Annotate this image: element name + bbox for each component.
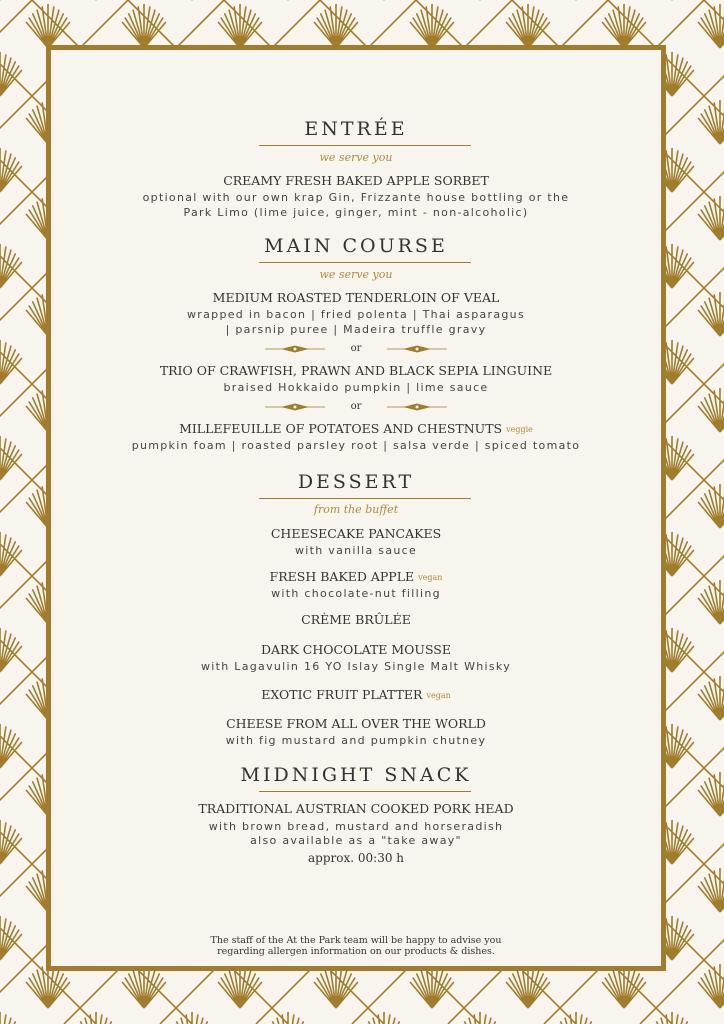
dish-description: Park Limo (lime juice, ginger, mint - non-alcoholic) <box>183 206 529 219</box>
serving-time: approx. 00:30 h <box>308 851 404 865</box>
dish-name-text: MILLEFEUILLE OF POTATOES AND CHESTNUTS <box>179 421 503 436</box>
dish-description: with chocolate-nut filling <box>271 587 441 600</box>
ornament-right-icon <box>387 345 447 353</box>
dish-name: TRADITIONAL AUSTRIAN COOKED PORK HEAD <box>198 801 514 816</box>
dish-name: MEDIUM ROASTED TENDERLOIN OF VEAL <box>212 290 500 305</box>
dish-name: TRIO OF CRAWFISH, PRAWN AND BLACK SEPIA LINGUINE <box>159 363 553 378</box>
dish-name: CREAMY FRESH BAKED APPLE SORBET <box>223 173 489 188</box>
menu-card <box>46 45 666 971</box>
section-rule <box>259 262 471 263</box>
dish-description: wrapped in bacon | fried polenta | Thai asparagus <box>187 308 525 321</box>
dish-description: with brown bread, mustard and horseradish <box>208 820 504 833</box>
ornament-left-icon <box>265 403 325 411</box>
dish-description: optional with our own krap Gin, Frizzante house bottling or the <box>142 191 570 204</box>
section-subtitle-main-course: we serve you <box>319 268 393 281</box>
section-subtitle-dessert: from the buffet <box>313 503 399 516</box>
dish-description: with fig mustard and pumpkin chutney <box>225 734 487 747</box>
or-divider <box>51 401 661 412</box>
dish-description: with vanilla sauce <box>294 544 418 557</box>
section-subtitle-entree: we serve you <box>319 151 393 164</box>
section-title-dessert: DESSERT <box>297 471 415 493</box>
dish-name: CHEESECAKE PANCAKES <box>270 526 442 541</box>
allergen-note: The staff of the At the Park team will be happy to advise you <box>210 935 502 946</box>
section-rule <box>259 145 471 146</box>
ornament-left-icon <box>265 345 325 353</box>
section-rule <box>259 791 471 792</box>
dish-name <box>51 687 661 702</box>
dish-name: DARK CHOCOLATE MOUSSE <box>261 642 451 657</box>
diet-tag: vegan <box>426 691 451 700</box>
allergen-note: regarding allergen information on our products & dishes. <box>217 946 495 957</box>
section-rule <box>259 498 471 499</box>
section-title-midnight-snack: MIDNIGHT SNACK <box>240 764 472 786</box>
dish-name <box>51 569 661 584</box>
dish-name <box>51 421 661 436</box>
dish-description: | parsnip puree | Madeira truffle gravy <box>225 323 487 336</box>
dish-name: CHEESE FROM ALL OVER THE WORLD <box>226 716 486 731</box>
dish-description: also available as a "take away" <box>250 834 462 847</box>
section-title-entree: ENTRÉE <box>304 118 408 140</box>
diet-tag: veggie <box>506 425 533 434</box>
dish-description: braised Hokkaido pumpkin | lime sauce <box>223 381 489 394</box>
or-divider <box>51 343 661 354</box>
dish-description: pumpkin foam | roasted parsley root | salsa verde | spiced tomato <box>131 439 581 452</box>
dish-name: CRÈME BRÛLÉE <box>301 612 411 627</box>
section-title-main-course: MAIN COURSE <box>264 235 448 257</box>
dish-name-text: EXOTIC FRUIT PLATTER <box>261 687 423 702</box>
ornament-right-icon <box>387 403 447 411</box>
diet-tag: vegan <box>418 573 443 582</box>
or-label: or <box>350 401 362 412</box>
or-label: or <box>350 343 362 354</box>
dish-name-text: FRESH BAKED APPLE <box>269 569 415 584</box>
dish-description: with Lagavulin 16 YO Islay Single Malt Whisky <box>200 660 512 673</box>
